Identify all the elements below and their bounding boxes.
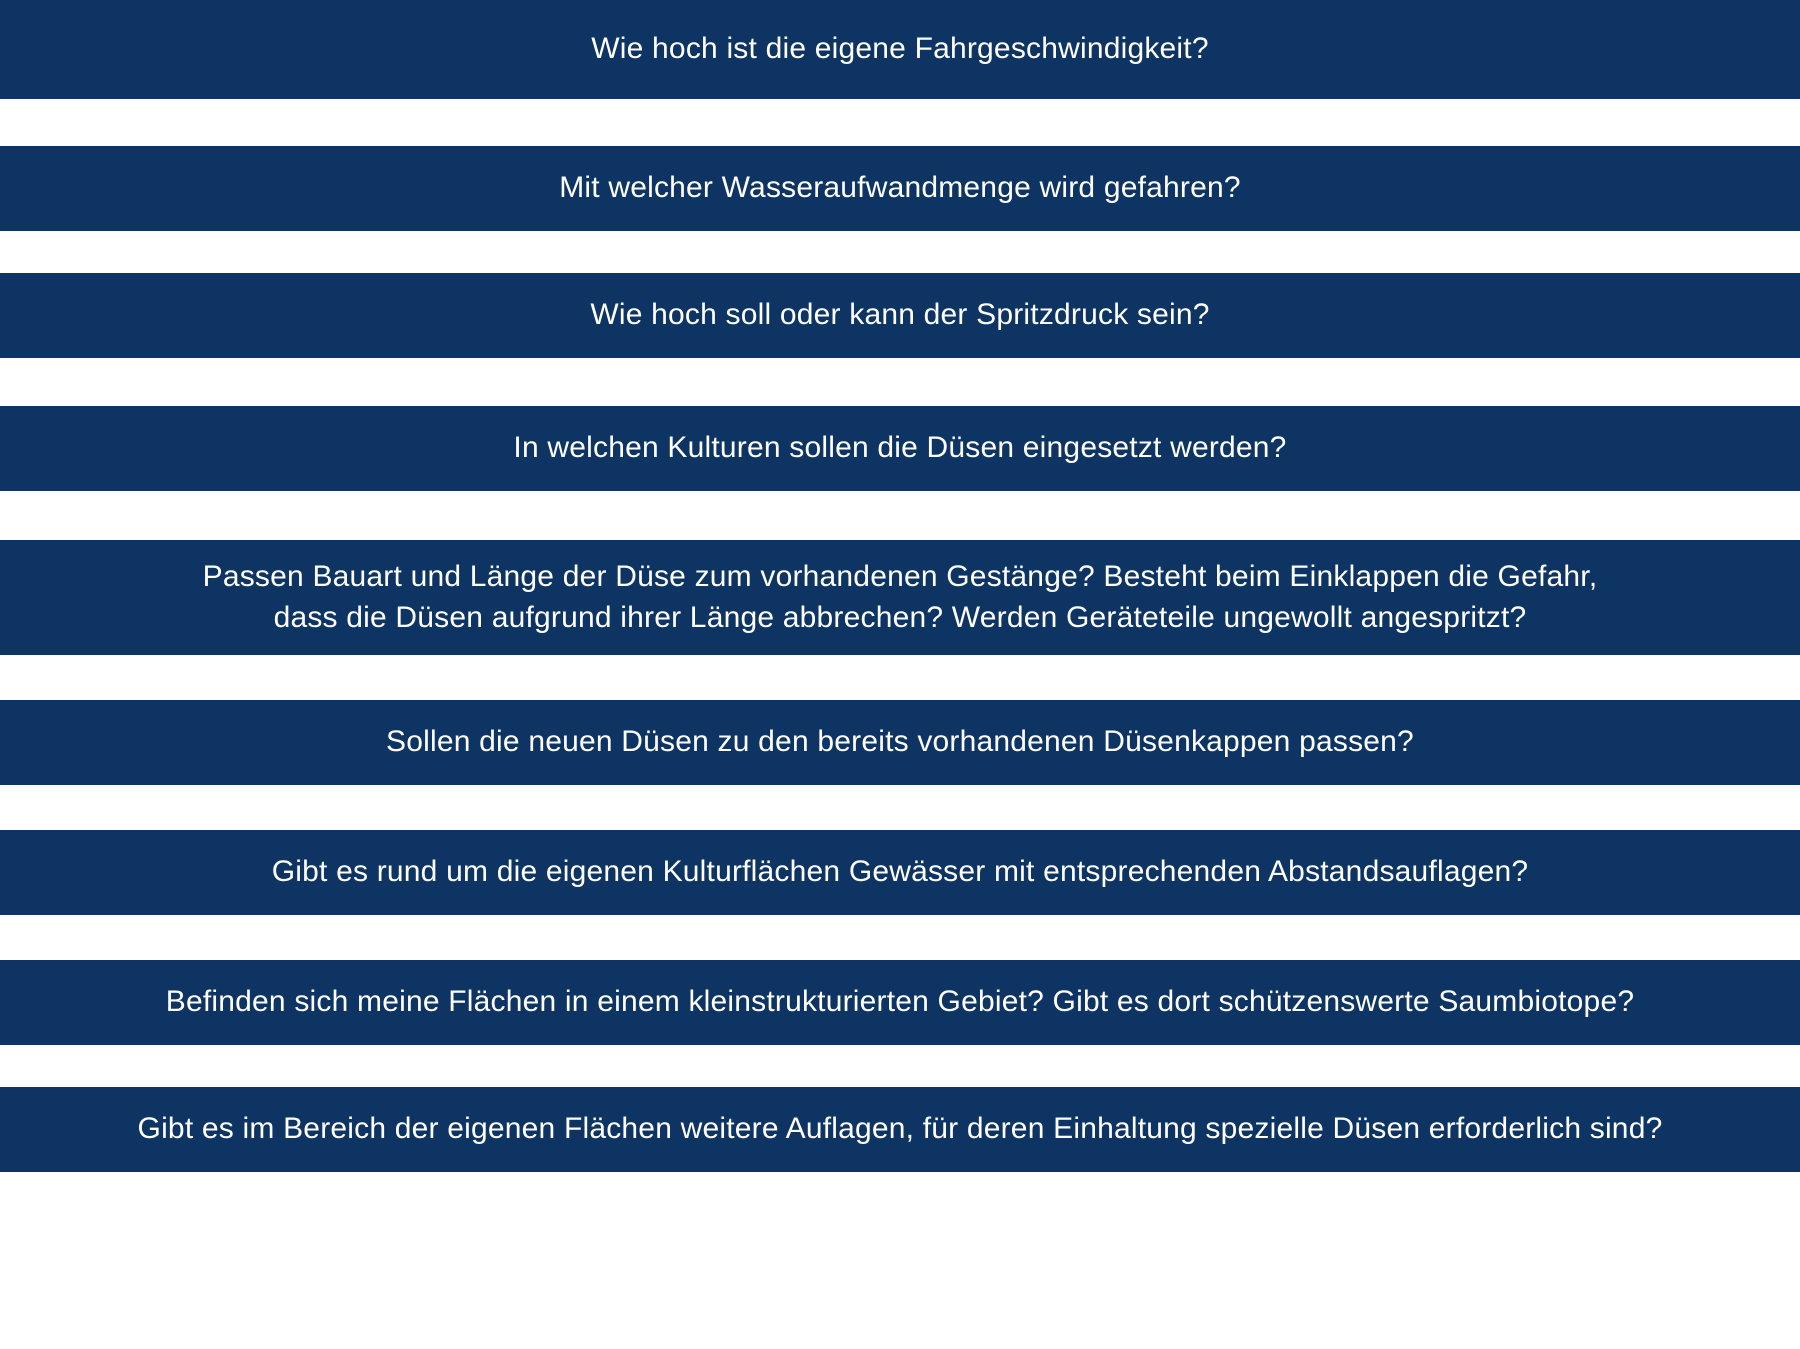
bar-spacer: [0, 99, 1800, 146]
bar-spacer: [0, 231, 1800, 273]
bar-spacer: [0, 1045, 1800, 1087]
bar-spacer: [0, 491, 1800, 540]
question-bar: [0, 0, 1800, 99]
question-text: Gibt es rund um die eigenen Kulturflächen Gewässer mit entsprechenden Abstandsauflagen?: [271, 855, 1529, 889]
question-text: Gibt es im Bereich der eigenen Flächen weitere Auflagen, für deren Einhaltung spezielle Düsen erforderlich sind?: [137, 1112, 1663, 1146]
question-bar: [0, 830, 1800, 915]
question-bar: [0, 1087, 1800, 1172]
question-text: Mit welcher Wasseraufwandmenge wird gefahren?: [559, 171, 1241, 205]
question-text: Wie hoch soll oder kann der Spritzdruck sein?: [590, 298, 1210, 332]
bar-spacer: [0, 915, 1800, 960]
bar-spacer: [0, 785, 1800, 830]
bar-spacer: [0, 655, 1800, 700]
question-text: Befinden sich meine Flächen in einem kleinstrukturierten Gebiet? Gibt es dort schützenswerte Saumbiotope?: [165, 985, 1635, 1019]
question-bar: [0, 540, 1800, 655]
question-bar: [0, 960, 1800, 1045]
question-bar: [0, 700, 1800, 785]
question-text: In welchen Kulturen sollen die Düsen eingesetzt werden?: [513, 431, 1287, 465]
bar-spacer: [0, 358, 1800, 406]
question-bar: [0, 146, 1800, 231]
question-bar: [0, 406, 1800, 491]
question-text: Passen Bauart und Länge der Düse zum vorhandenen Gestänge? Besteht beim Einklappen die Gefahr, dass die Düsen aufgrund ihrer Länge abbrechen? Werden Geräteteile ungewollt angespritzt?: [202, 560, 1598, 634]
question-text: Wie hoch ist die eigene Fahrgeschwindigkeit?: [591, 32, 1209, 66]
question-bar: [0, 273, 1800, 358]
question-text: Sollen die neuen Düsen zu den bereits vorhandenen Düsenkappen passen?: [386, 725, 1414, 759]
